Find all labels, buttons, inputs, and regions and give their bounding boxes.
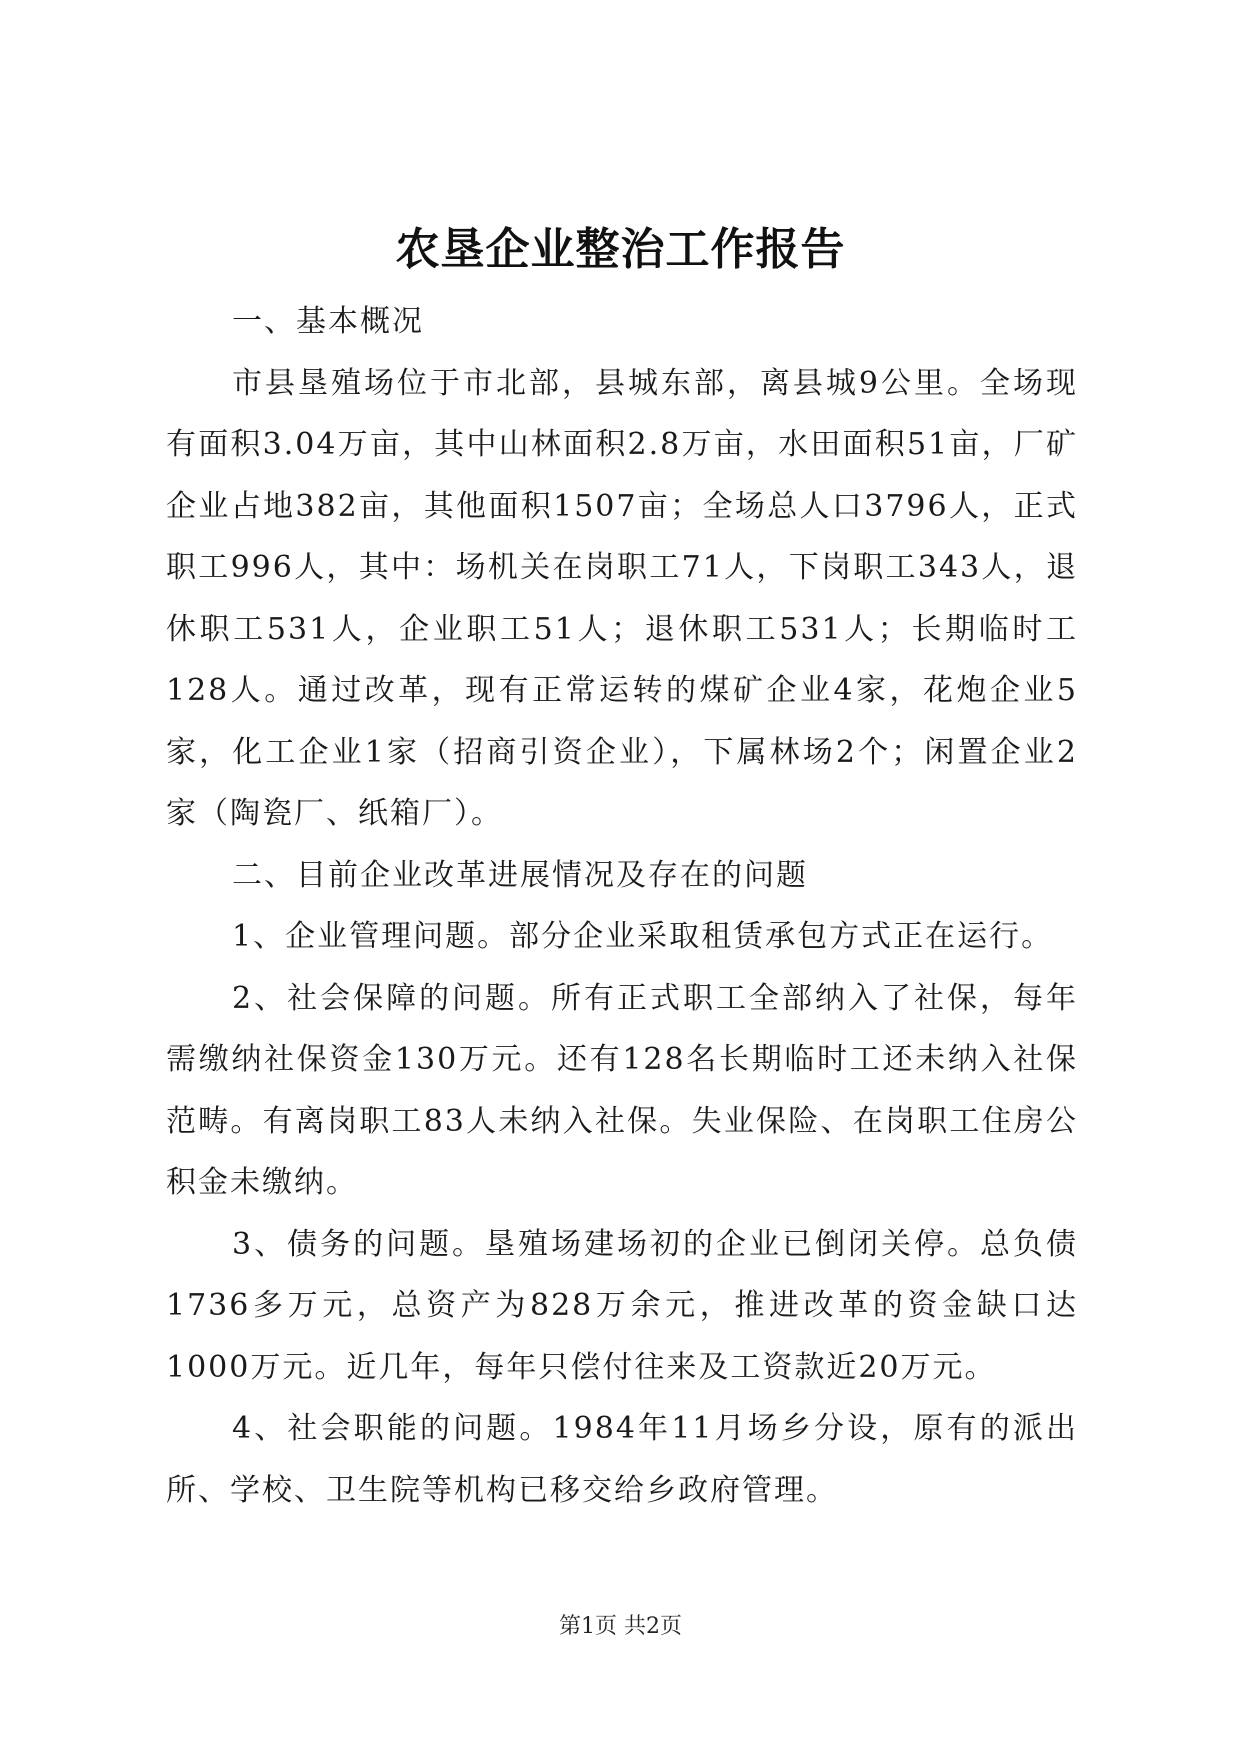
paragraph-debt-issue: 3、债务的问题。垦殖场建场初的企业已倒闭关停。总负债1736多万元，总资产为828万余元，推进改革的资金缺口达1000万元。近几年，每年只偿付往来及工资款近20万元。 (166, 1226, 1078, 1385)
page-number-footer: 第1页 共2页 (559, 1614, 682, 1639)
section-heading-basic-overview: 一、基本概况 (232, 304, 424, 339)
document-body (166, 291, 1078, 1521)
section-heading-reform-progress: 二、目前企业改革进展情况及存在的问题 (232, 857, 808, 893)
paragraph-social-function-issue: 4、社会职能的问题。1984年11月场乡分设，原有的派出所、学校、卫生院等机构已移交给乡政府管理。 (166, 1411, 1078, 1508)
paragraph-management-issue: 1、企业管理问题。部分企业采取租赁承包方式正在运行。 (232, 919, 1054, 954)
document-title: 农垦企业整治工作报告 (395, 224, 846, 275)
paragraph-basic-overview: 市县垦殖场位于市北部，县城东部，离县城9公里。全场现有面积3.04万亩，其中山林面积2.8万亩，水田面积51亩，厂矿企业占地382亩，其他面积1507亩；全场总人口3796人，正式职工996人，其中：场机关在岗职工71人，下岗职工343人，退休职工531人，企业职工51人；退休职工531人；长期临时工128人。通过改革，现有正常运转的煤矿企业4家，花炮企业5家，化工企业1家（招商引资企业），下属林场2个；闲置企业2家（陶瓷厂、纸箱厂）。 (166, 365, 1078, 831)
paragraph-social-security-issue: 2、社会保障的问题。所有正式职工全部纳入了社保，每年需缴纳社保资金130万元。还有128名长期临时工还未纳入社保范畴。有离岗职工83人未纳入社保。失业保险、在岗职工住房公积金未缴纳。 (166, 980, 1078, 1200)
